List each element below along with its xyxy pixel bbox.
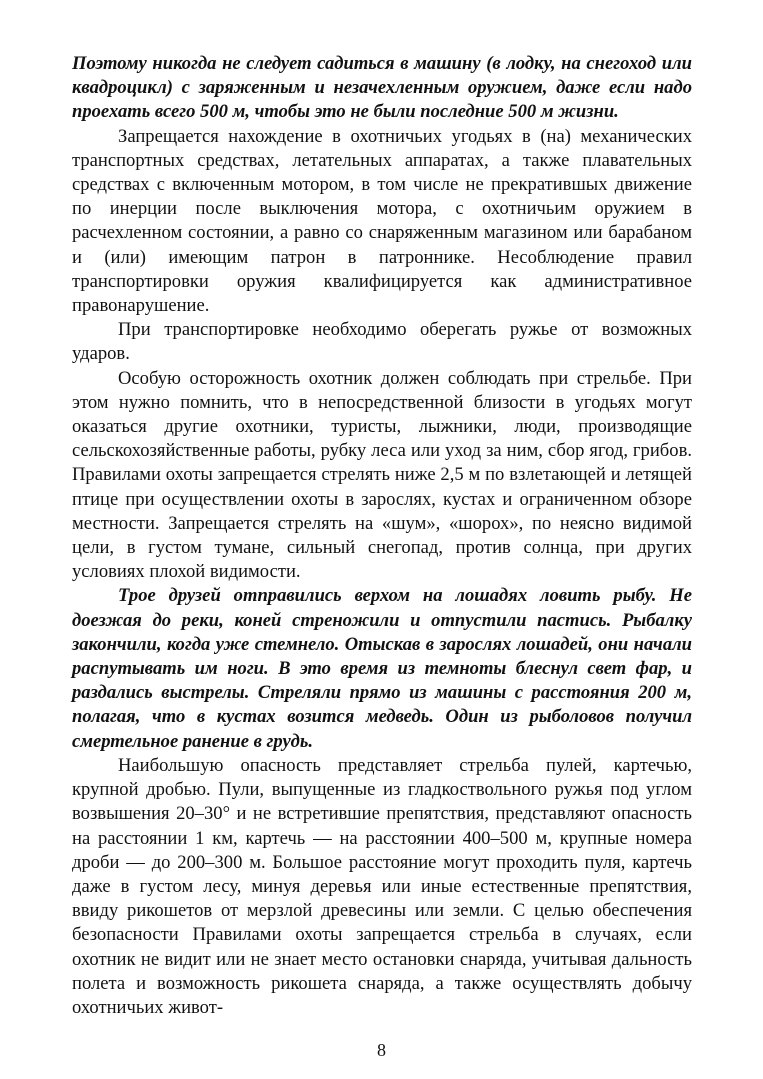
paragraph-projectile-danger: Наибольшую опасность представляет стрельба пулей, картечью, крупной дробью. Пули, выпущенные из гладкоствольного ружья под углом возвышения 20–30° и не встретившие препятствия, представляют опасность на расстоянии 1 км, картечь — на расстоянии 400–500 м, крупные номера дроби — до 200–300 м. Большое расстояние могут проходить пуля, картечь даже в густом лесу, минуя деревья или иные естественные препятствия, ввиду рикошетов от мерзлой древесины или земли. С целью обеспечения безопасности Правилами охоты запрещается стрельба в случаях, если охотник не видит или не знает место остановки снаряда, учитывая дальность полета и возможность рикошета снаряда, а также осуществлять добычу охотничьих живот- <box>72 754 692 1018</box>
paragraph-transport-care: При транспортировке необходимо оберегать ружье от возможных ударов. <box>72 319 692 365</box>
paragraph-transport-rules: Запрещается нахождение в охотничьих угодьях в (на) механических транспортных средствах, летательных аппаратах, а также плавательных средствах с включенным мотором, в том числе не прекратившых движение по инерции после выключения мотора, с охотничьим оружием в расчехленном состоянии, а равно со снаряженным магазином или барабаном и (или) имеющим патрон в патроннике. Несоблюдение правил транспортировки оружия квалифицируется как административное правонарушение. <box>72 125 692 317</box>
paragraph-warning-vehicle: Поэтому никогда не следует садиться в машину (в лодку, на снегоход или квадроцикл) с заряженным и незачехленным оружием, даже если надо проехать всего 500 м, чтобы это не были последние 500 м жизни. <box>72 53 692 123</box>
page-number: 8 <box>377 1040 386 1060</box>
paragraph-incident-example: Трое друзей отправились верхом на лошадях ловить рыбу. Не доезжая до реки, коней стреножили и отпустили пастись. Рыбалку закончили, когда уже стемнело. Отыскав в зарослях лошадей, они начали распутывать им ноги. В это время из темноты блеснул свет фар, и раздались выстрелы. Стреляли прямо из машины с расстояния 200 м, полагая, что в кустах возится медведь. Один из рыболовов получил смертельное ранение в грудь. <box>72 585 692 752</box>
paragraph-shooting-caution: Особую осторожность охотник должен соблюдать при стрельбе. При этом нужно помнить, что в непосредственной близости в угодьях могут оказаться другие охотники, туристы, лыжники, люди, производящие сельскохозяйственные работы, рубку леса или уход за ним, сбор ягод, грибов. Правилами охоты запрещается стрелять ниже 2,5 м по взлетающей и летящей птице при осуществлении охоты в зарослях, кустах и ограниченном обзоре местности. Запрещается стрелять на «шум», «шорох», по неясно видимой цели, в густом тумане, сильный снегопад, против солнца, при других условиях плохой видимости. <box>72 367 692 583</box>
page-body <box>72 52 692 1020</box>
